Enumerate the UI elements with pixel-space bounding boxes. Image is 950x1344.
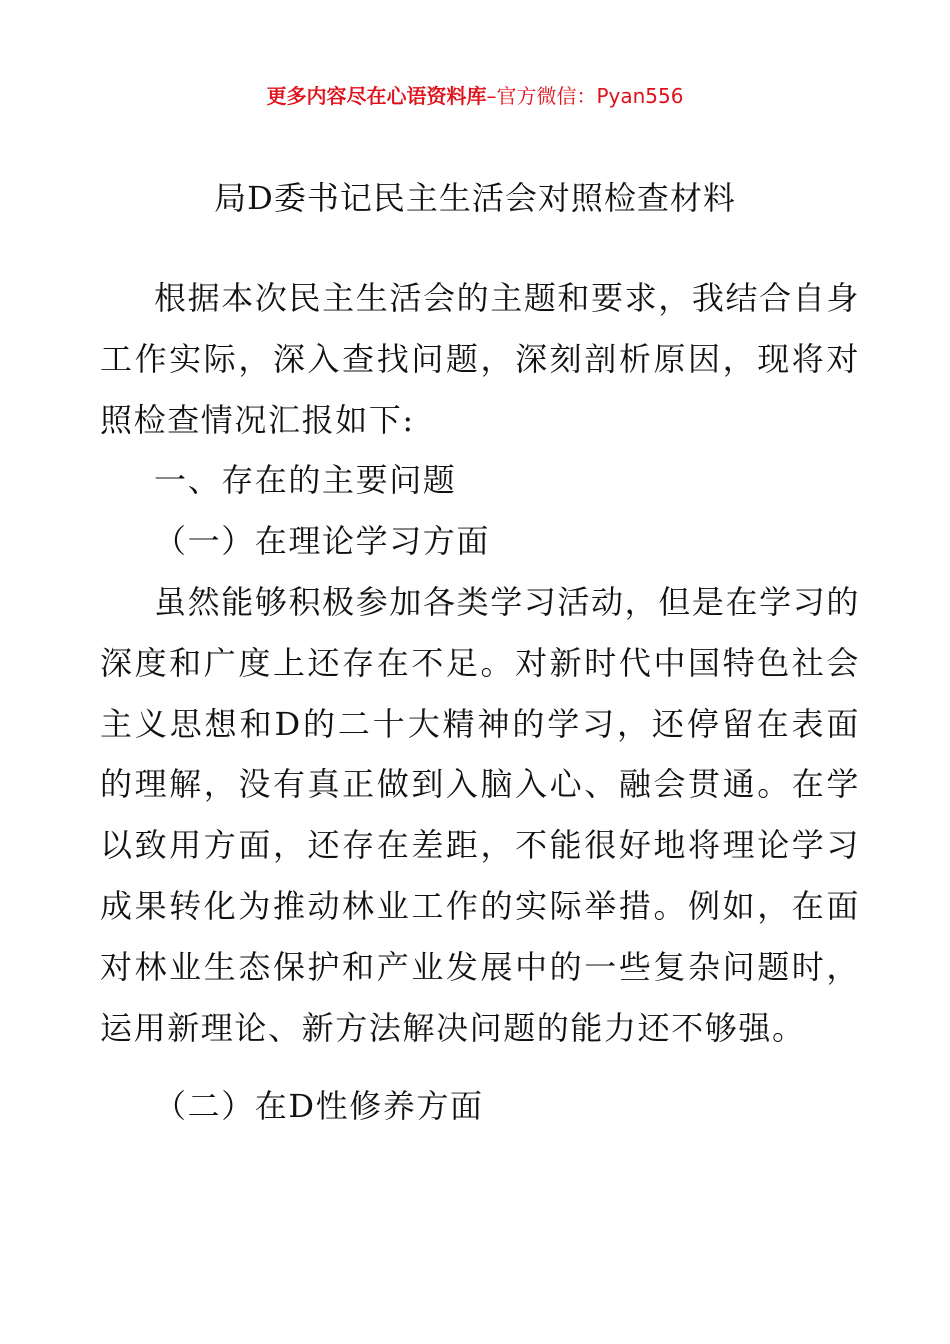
watermark-text-contact: –官方微信：Pyan556 xyxy=(486,84,684,108)
document-title: 局D委书记民主生活会对照检查材料 xyxy=(214,179,736,217)
intro-paragraph: 根据本次民主生活会的主题和要求，我结合自身工作实际，深入查找问题，深刻剖析原因，现将对照检查情况汇报如下: xyxy=(100,279,860,439)
watermark-banner xyxy=(0,82,950,110)
section-heading-problems: 一、存在的主要问题 xyxy=(154,461,457,500)
subsection-heading-party-cultivation: （二）在D性修养方面 xyxy=(154,1087,484,1126)
theory-study-paragraph: 虽然能够积极参加各类学习活动，但是在学习的深度和广度上还存在不足。对新时代中国特色社会主义思想和D的二十大精神的学习，还停留在表面的理解，没有真正做到入脑入心、融会贯通。在学以致用方面，还存在差距，不能很好地将理论学习成果转化为推动林业工作的实际举措。例如，在面对林业生态保护和产业发展中的一些复杂问题时，运用新理论、新方法解决问题的能力还不够强。 xyxy=(100,582,860,1047)
subsection-heading-theory-study: （一）在理论学习方面 xyxy=(154,522,491,561)
watermark-text-source: 更多内容尽在心语资料库 xyxy=(266,84,487,108)
document-body xyxy=(100,268,860,1137)
